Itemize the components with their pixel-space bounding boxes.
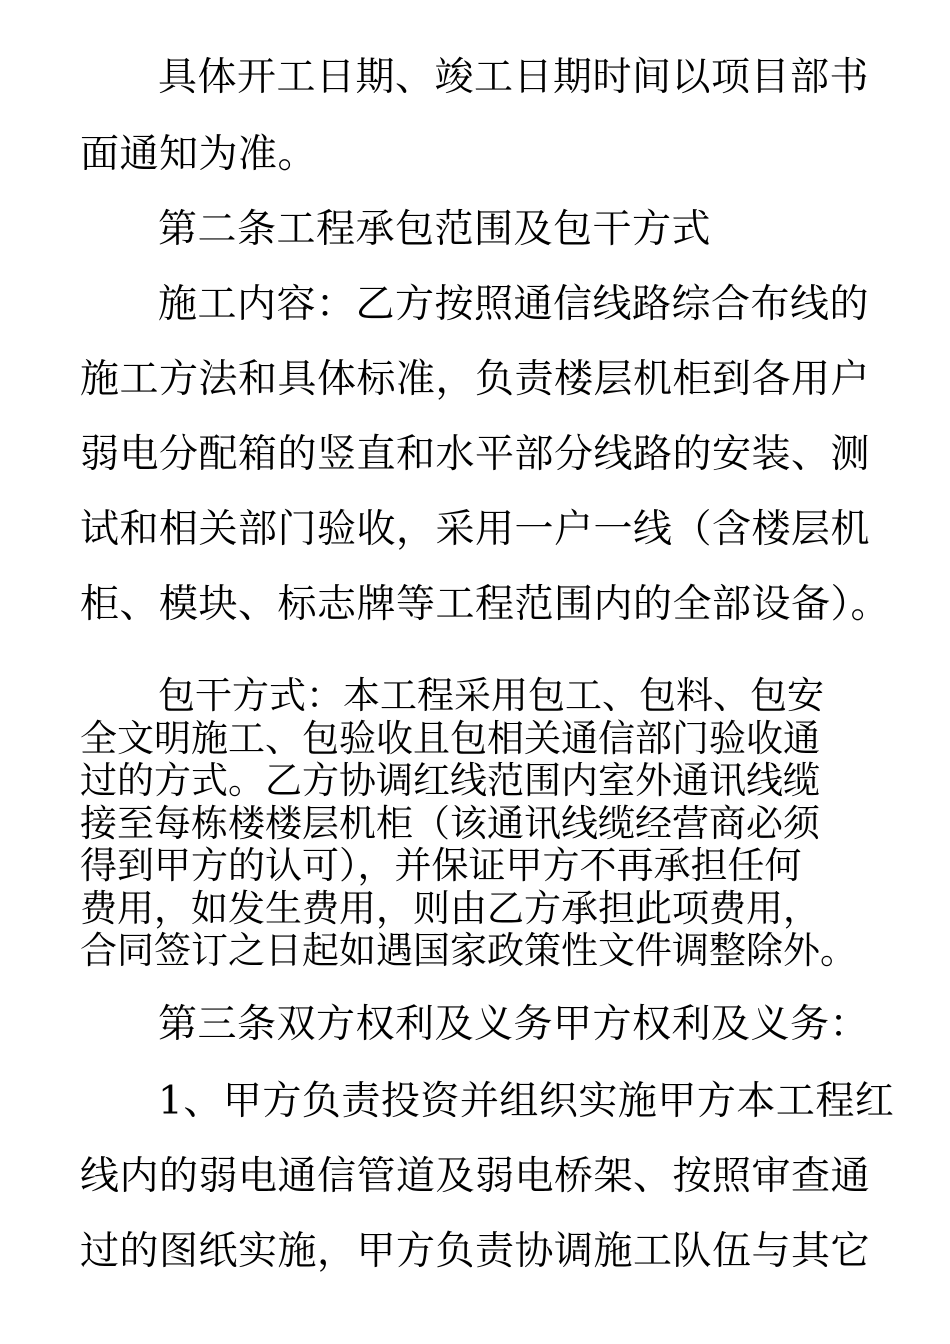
section-heading: 第三条双方权利及义务甲方权利及义务： <box>158 1002 870 1047</box>
paragraph-line: 试和相关部门验收，采用一户一线（含楼层机 <box>80 507 871 552</box>
paragraph-line: 施工内容：乙方按照通信线路综合布线的 <box>158 282 870 327</box>
paragraph-line: 过的图纸实施，甲方负责协调施工队伍与其它 <box>80 1229 871 1274</box>
paragraph-line: 费用，如发生费用，则由乙方承担此项费用， <box>80 887 820 930</box>
paragraph-line: 弱电分配箱的竖直和水平部分线路的安装、测 <box>80 432 871 477</box>
paragraph-line: 施工方法和具体标准，负责楼层机柜到各用户 <box>80 357 871 402</box>
section-heading: 第二条工程承包范围及包干方式 <box>158 207 712 252</box>
paragraph-line: 接至每栋楼楼层机柜（该通讯线缆经营商必须 <box>80 802 820 845</box>
paragraph-line: 具体开工日期、竣工日期时间以项目部书 <box>158 55 870 100</box>
paragraph-line: 面通知为准。 <box>80 132 318 177</box>
paragraph-line: 线内的弱电通信管道及弱电桥架、按照审查通 <box>80 1154 871 1199</box>
paragraph-line: 柜、模块、标志牌等工程范围内的全部设备）。 <box>80 582 891 627</box>
paragraph-line: 全文明施工、包验收且包相关通信部门验收通 <box>80 717 820 760</box>
paragraph-line: 合同签订之日起如遇国家政策性文件调整除外。 <box>80 929 857 972</box>
paragraph-line: 1、甲方负责投资并组织实施甲方本工程红 <box>158 1079 895 1124</box>
paragraph-line: 包干方式：本工程采用包工、包料、包安 <box>158 674 824 717</box>
paragraph-line: 过的方式。乙方协调红线范围内室外通讯线缆 <box>80 759 820 802</box>
paragraph-line: 得到甲方的认可），并保证甲方不再承担任何 <box>80 844 802 887</box>
